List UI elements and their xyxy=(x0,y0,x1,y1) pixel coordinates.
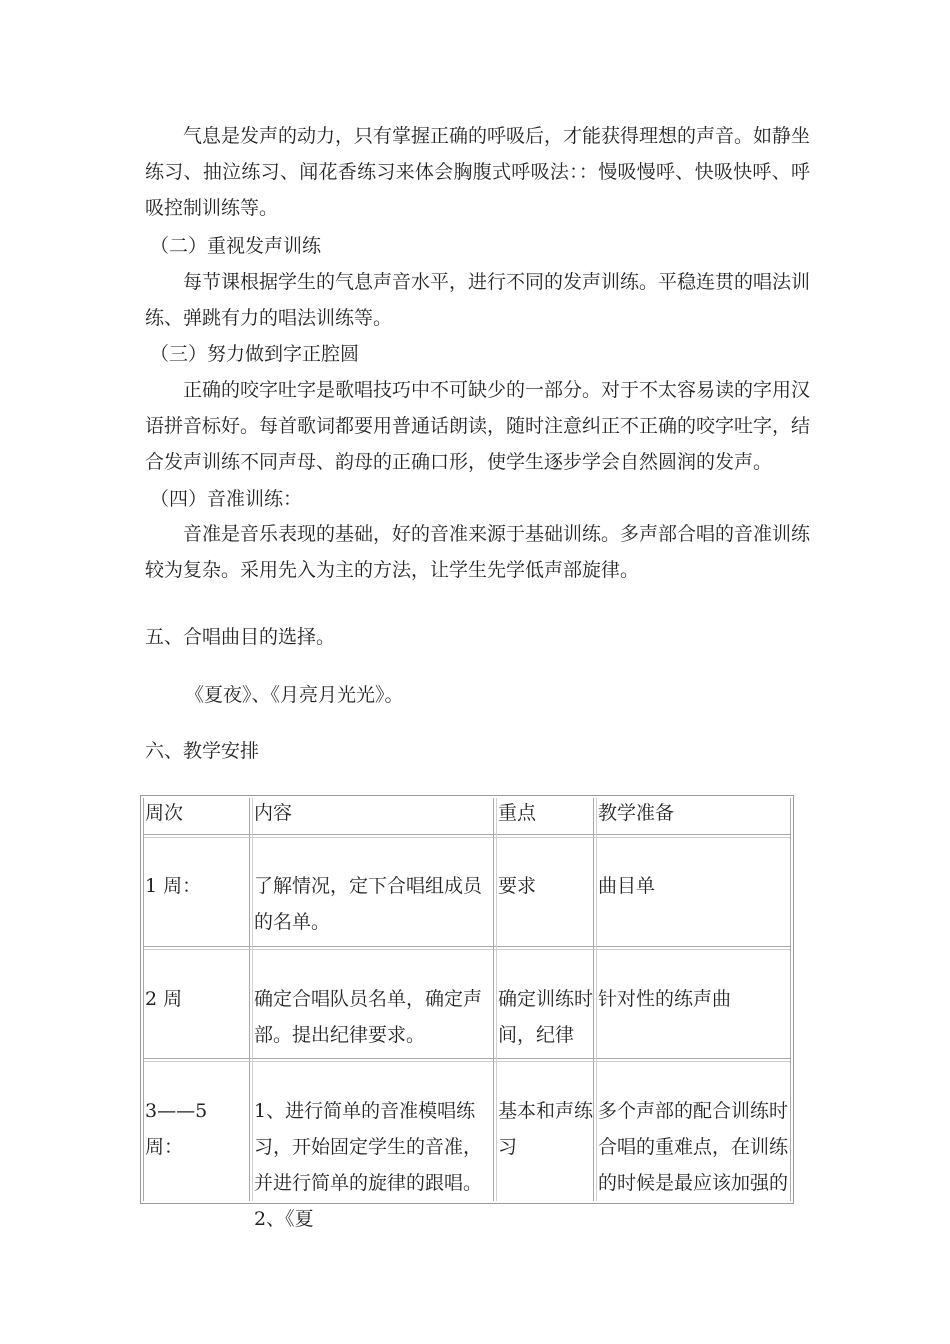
section-six-title: 六、教学安排 xyxy=(145,740,260,762)
row3-content: 1、进行简单的音准模唱练习，开始固定学生的音准，并进行简单的旋律的跟唱。2、《夏 xyxy=(254,1100,483,1230)
row1-focus: 要求 xyxy=(498,875,537,897)
row2-content: 确定合唱队员名单，确定声部。提出纪律要求。 xyxy=(254,988,483,1046)
row2-preparation: 针对性的练声曲 xyxy=(598,988,732,1010)
row3-preparation: 多个声部的配合训练时合唱的重难点，在训练的时候是最应该加强的 xyxy=(598,1100,789,1194)
row2-week: 2 周 xyxy=(145,988,183,1010)
header-focus: 重点 xyxy=(498,802,537,824)
header-content: 内容 xyxy=(254,802,293,824)
heading-pitch-training: （四）音准训练： xyxy=(150,488,303,510)
heading-diction: （三）努力做到字正腔圆 xyxy=(150,343,360,365)
schedule-table xyxy=(140,795,794,1230)
header-preparation: 教学准备 xyxy=(598,802,675,824)
paragraph-breathing: 气息是发声的动力，只有掌握正确的呼吸后，才能获得理想的声音。如静坐练习、抽泣练习、闻花香练习来体会胸腹式呼吸法：：慢吸慢呼、快吸快呼、呼吸控制训练等。 xyxy=(145,125,811,219)
row2-focus: 确定训练时间，纪律 xyxy=(498,988,594,1046)
heading-vocal-training: （二）重视发声训练 xyxy=(150,235,322,257)
paragraph-diction: 正确的咬字吐字是歌唱技巧中不可缺少的一部分。对于不太容易读的字用汉语拼音标好。每首歌词都要用普通话朗读，随时注意纠正不正确的咬字吐字，结合发声训练不同声母、韵母的正确口形，使学生逐步学会自然圆润的发声。 xyxy=(145,379,811,473)
header-week: 周次 xyxy=(145,802,184,824)
section-five-title: 五、合唱曲目的选择。 xyxy=(145,626,336,648)
paragraph-pitch-training: 音准是音乐表现的基础，好的音准来源于基础训练。多声部合唱的音准训练较为复杂。采用先入为主的方法，让学生先学低声部旋律。 xyxy=(145,523,811,581)
song-list: 《夏夜》、《月亮月光光》。 xyxy=(185,684,404,706)
row3-focus: 基本和声练习 xyxy=(498,1100,594,1158)
row1-week: 1 周： xyxy=(145,875,202,897)
row1-preparation: 曲目单 xyxy=(598,875,656,897)
row3-week: 3——5 周： xyxy=(145,1100,208,1158)
paragraph-vocal-training: 每节课根据学生的气息声音水平，进行不同的发声训练。平稳连贯的唱法训练、弹跳有力的唱法训练等。 xyxy=(145,271,811,329)
row1-content: 了解情况，定下合唱组成员的名单。 xyxy=(254,875,483,933)
